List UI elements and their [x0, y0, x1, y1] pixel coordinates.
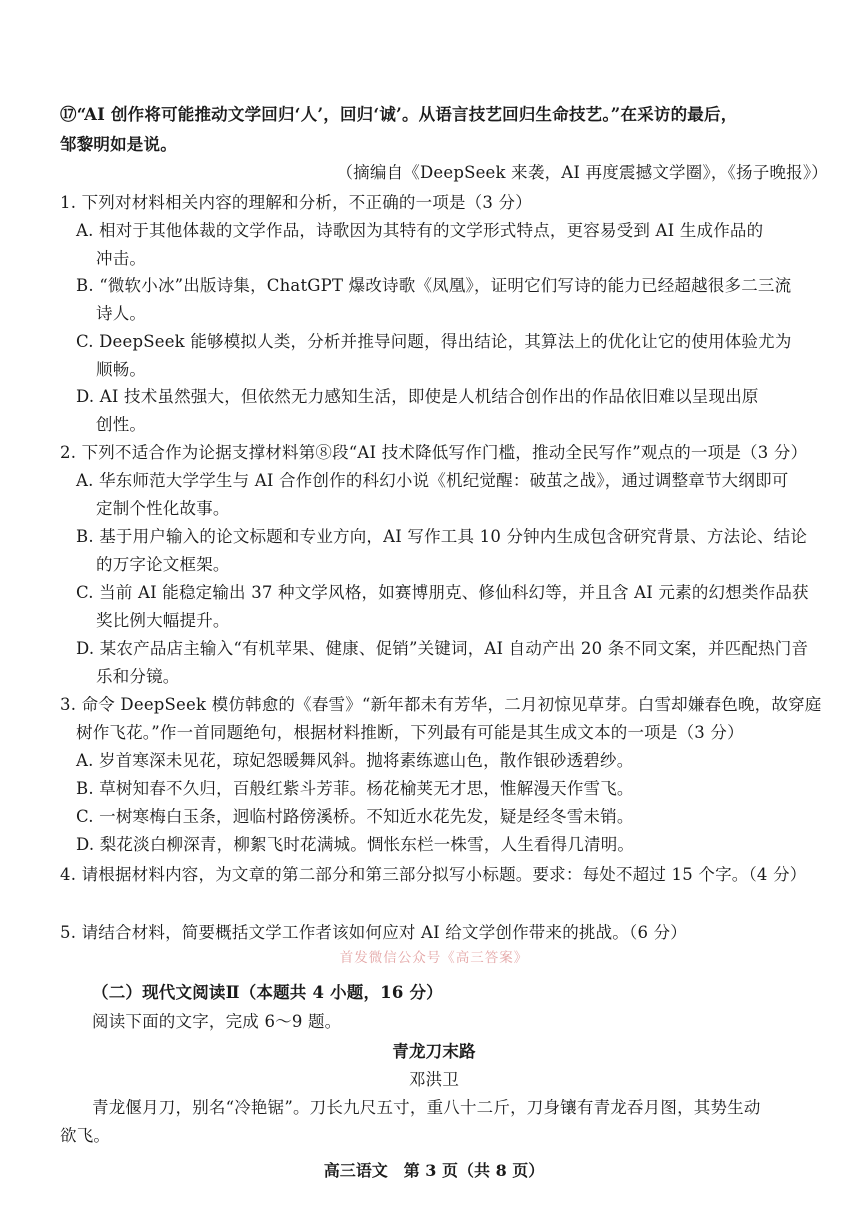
excerpt-line-2: 邹黎明如是说。 — [60, 135, 177, 154]
question-3-stem-cont: 树作飞花。”作一首同题绝句，根据材料推断，下列最有可能是其生成文本的一项是（3 分） — [76, 723, 744, 742]
question-1-option-b-cont: 诗人。 — [96, 304, 147, 323]
story-author: 邓洪卫 — [408, 1070, 460, 1089]
section-2-heading: （二）现代文阅读Ⅱ（本题共 4 小题，16 分） — [92, 983, 443, 1002]
question-1-option-a: A. 相对于其他体裁的文学作品，诗歌因为其特有的文学形式特点，更容易受到 AI 生成作品的 — [76, 221, 764, 240]
question-1-option-a-cont: 冲击。 — [96, 249, 147, 268]
question-4-stem: 4. 请根据材料内容，为文章的第二部分和第三部分拟写小标题。要求：每处不超过 15 个字。（4 分） — [60, 865, 807, 884]
question-2-stem: 2. 下列不适合作为论据支撑材料第⑧段“AI 技术降低写作门槛，推动全民写作”观点的一项是（3 分） — [60, 443, 808, 462]
question-1-option-c-cont: 顺畅。 — [96, 360, 147, 379]
question-3-stem: 3. 命令 DeepSeek 模仿韩愈的《春雪》“新年都未有芳华，二月初惊见草芽。白雪却嫌春色晚，故穿庭 — [60, 695, 822, 714]
question-2-option-b-cont: 的万字论文框架。 — [96, 555, 230, 574]
question-3-option-c: C. 一树寒梅白玉条，迥临村路傍溪桥。不知近水花先发，疑是经冬雪未销。 — [76, 807, 634, 826]
question-1-stem: 1. 下列对材料相关内容的理解和分析，不正确的一项是（3 分） — [60, 193, 532, 212]
question-2-option-d-cont: 乐和分镜。 — [96, 667, 180, 686]
story-paragraph-line-1: 青龙偃月刀，别名“冷艳锯”。刀长九尺五寸，重八十二斤，刀身镶有青龙吞月图，其势生动 — [92, 1098, 761, 1117]
question-2-option-d: D. 某农产品店主输入“有机苹果、健康、促销”关键词，AI 自动产出 20 条不同文案，并匹配热门音 — [76, 639, 809, 658]
question-1-option-d-cont: 创性。 — [96, 415, 147, 434]
section-2-instruction: 阅读下面的文字，完成 6～9 题。 — [92, 1012, 342, 1031]
story-title: 青龙刀末路 — [392, 1042, 476, 1061]
question-5-stem: 5. 请结合材料，简要概括文学工作者该如何应对 AI 给文学创作带来的挑战。（6 分） — [60, 923, 688, 942]
watermark: 首发微信公众号《高三答案》 — [339, 950, 529, 966]
question-2-option-c: C. 当前 AI 能稳定输出 37 种文学风格，如赛博朋克、修仙科幻等，并且含 AI 元素的幻想类作品获 — [76, 583, 809, 602]
excerpt-source: （摘编自《DeepSeek 来袭，AI 再度震撼文学圈》，《扬子晚报》） — [336, 163, 828, 182]
question-3-option-a: A. 岁首寒深未见花，琼妃怨暖舞风斜。抛将素练遮山色，散作银砂透碧纱。 — [76, 751, 634, 770]
story-paragraph-line-2: 欲飞。 — [60, 1126, 111, 1145]
question-2-option-c-cont: 奖比例大幅提升。 — [96, 611, 230, 630]
question-3-option-b: B. 草树知春不久归，百般红紫斗芳菲。杨花榆荚无才思，惟解漫天作雪飞。 — [76, 779, 634, 798]
question-2-option-b: B. 基于用户输入的论文标题和专业方向，AI 写作工具 10 分钟内生成包含研究背景、方法论、结论 — [76, 527, 808, 546]
question-3-option-d: D. 梨花淡白柳深青，柳絮飞时花满城。惆怅东栏一株雪，人生看得几清明。 — [76, 835, 635, 854]
page-footer: 高三语文 第 3 页（共 8 页） — [323, 1161, 545, 1180]
question-2-option-a-cont: 定制个性化故事。 — [96, 499, 230, 518]
question-1-option-b: B. “微软小冰”出版诗集，ChatGPT 爆改诗歌《凤凰》，证明它们写诗的能力已经超越很多二三流 — [76, 276, 792, 295]
question-2-option-a: A. 华东师范大学学生与 AI 合作创作的科幻小说《机纪觉醒：破茧之战》，通过调整章节大纲即可 — [76, 471, 789, 490]
question-1-option-d: D. AI 技术虽然强大，但依然无力感知生活，即使是人机结合创作出的作品依旧难以呈现出原 — [76, 387, 759, 406]
question-1-option-c: C. DeepSeek 能够模拟人类，分析并推导问题，得出结论，其算法上的优化让它的使用体验尤为 — [76, 332, 792, 351]
excerpt-line-1: ⑰“AI 创作将可能推动文学回归‘人’，回归‘诚’。从语言技艺回归生命技艺。”在采访的最后， — [60, 105, 738, 124]
